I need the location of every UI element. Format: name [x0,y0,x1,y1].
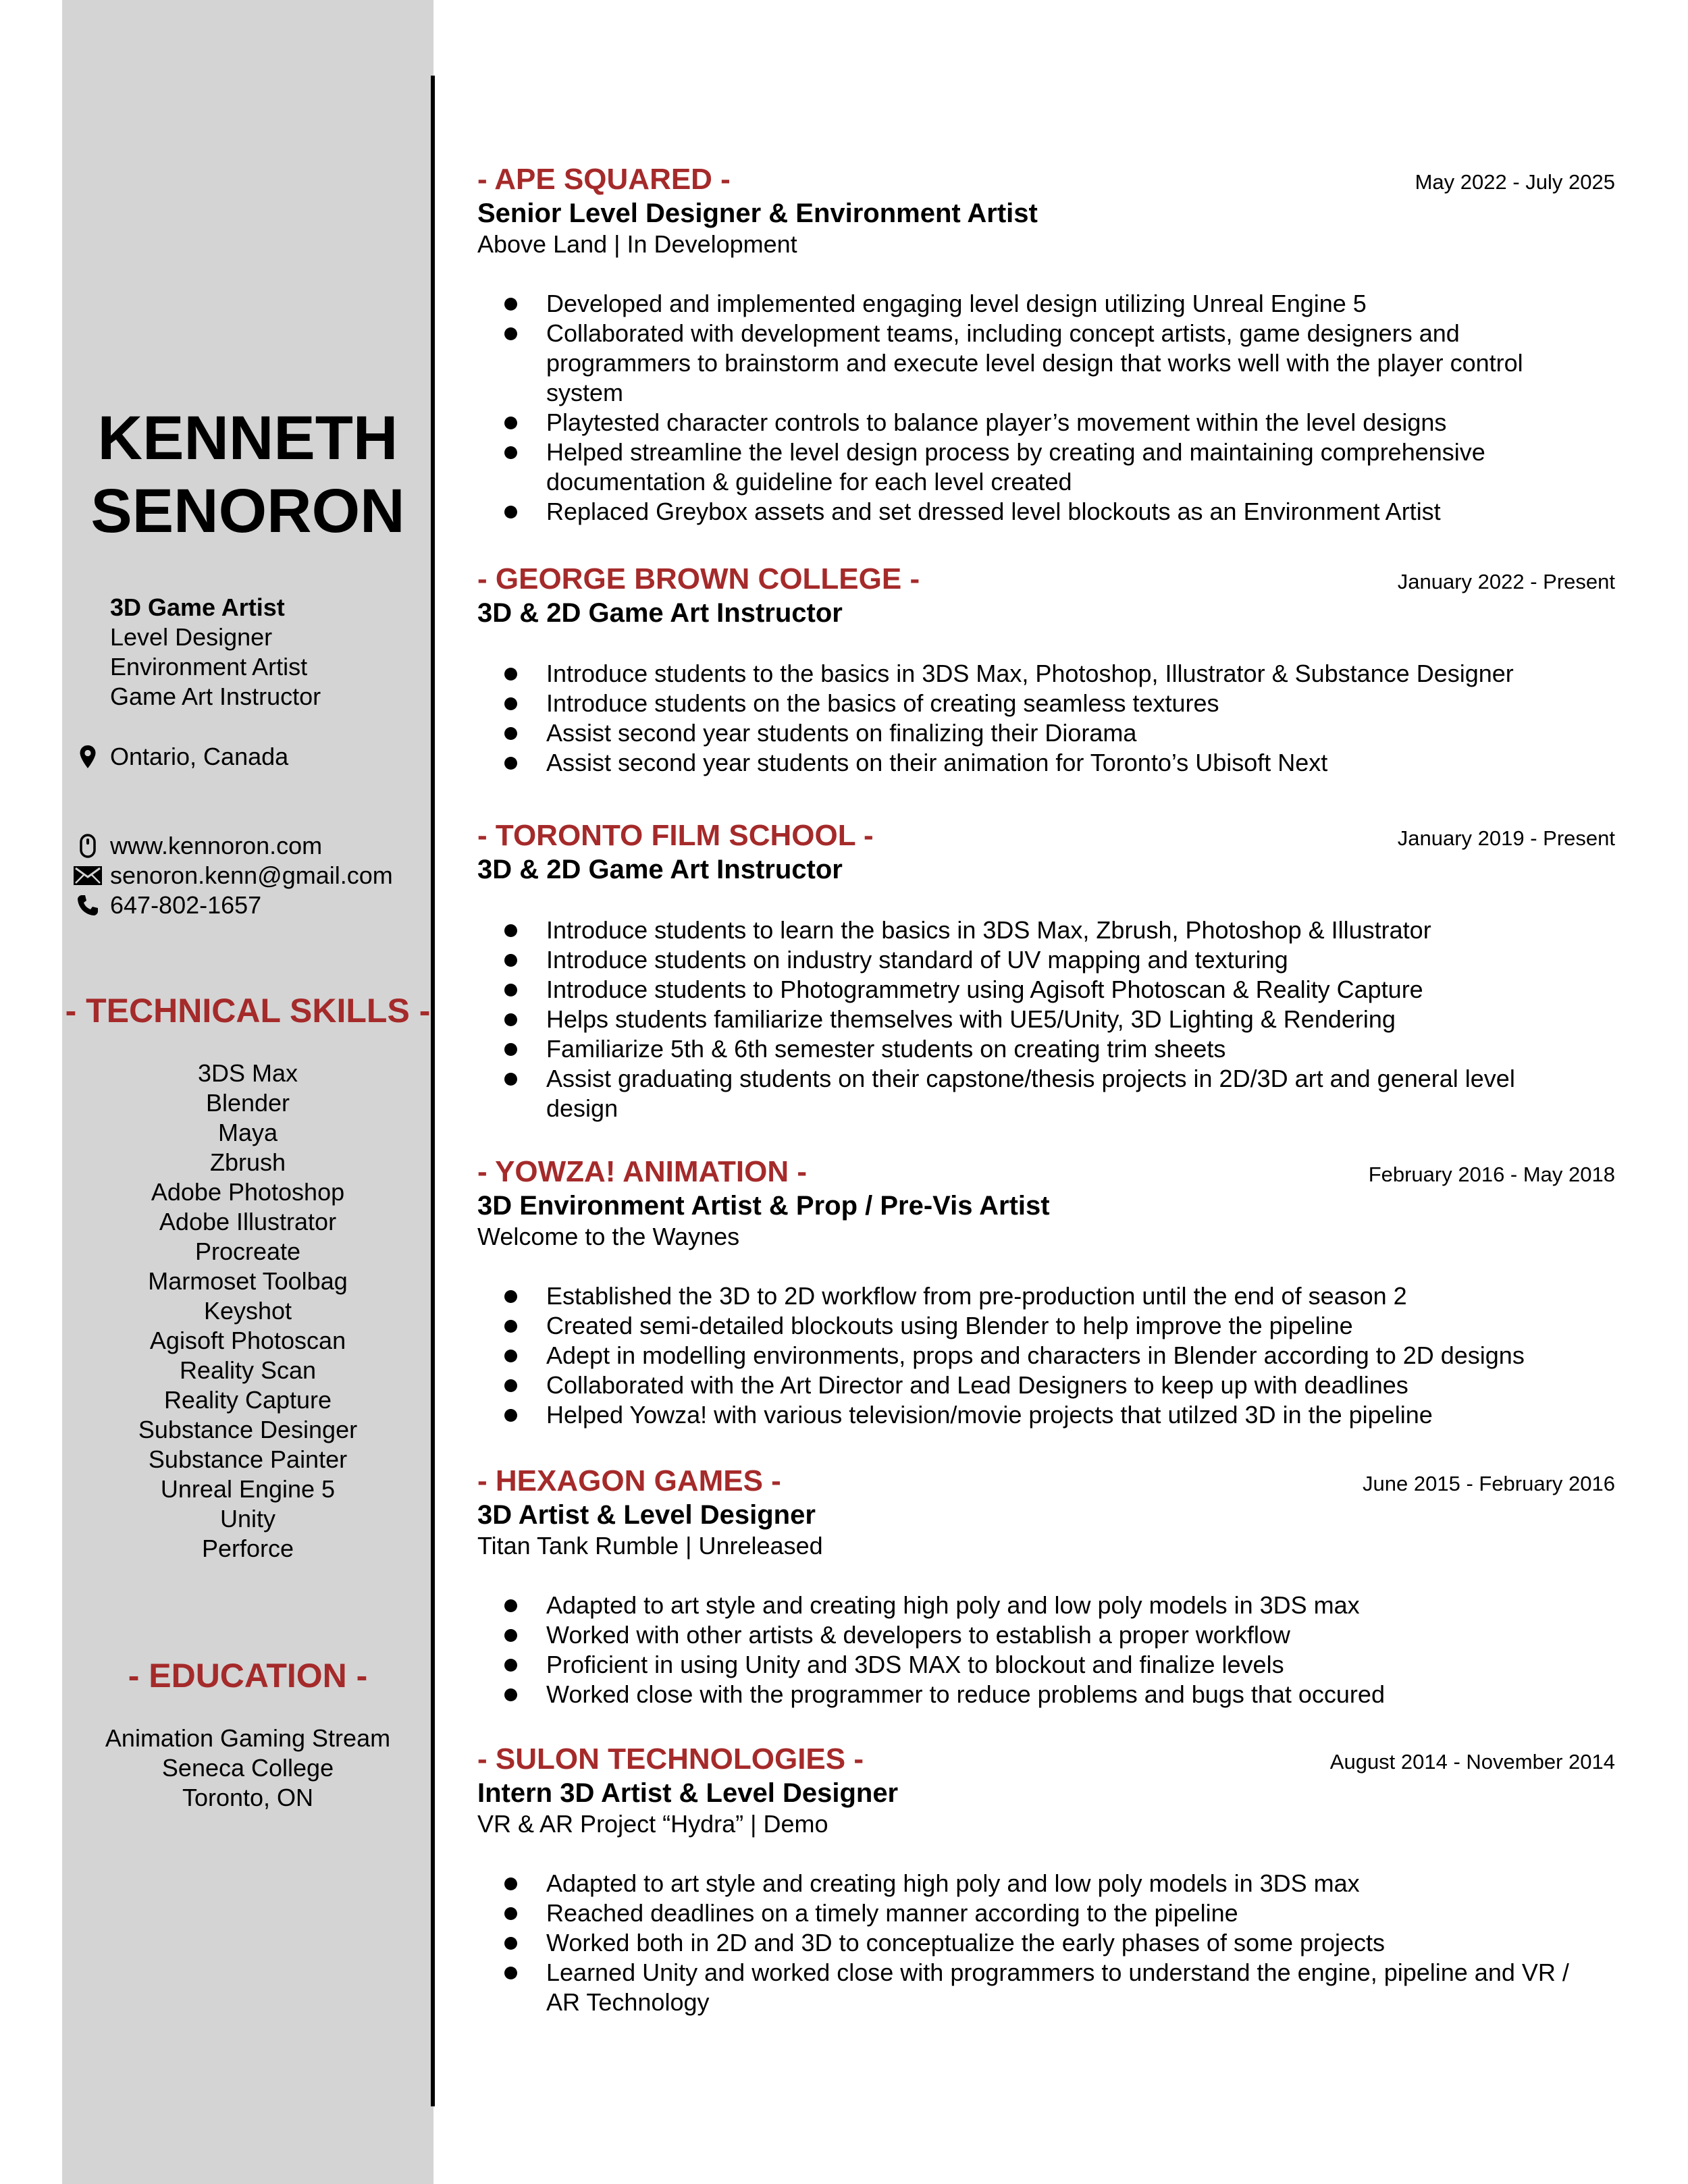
bullet-item: Created semi-detailed blockouts using Blender to help improve the pipeline [477,1311,1615,1341]
bullet-item: Proficient in using Unity and 3DS MAX to blockout and finalize levels [477,1650,1615,1680]
company-name: - SULON TECHNOLOGIES - [477,1742,864,1776]
job-title: 3D & 2D Game Art Instructor [477,855,843,884]
bullet-item: Established the 3D to 2D workflow from pre-production until the end of season 2 [477,1281,1615,1311]
skill-item: Substance Painter [148,1445,348,1473]
email-row [68,861,393,890]
role-item: Environment Artist [110,653,308,681]
bullet-item: Assist second year students on their animation for Toronto’s Ubisoft Next [477,748,1615,778]
envelope-icon [68,861,108,890]
skill-item: Reality Scan [179,1356,317,1384]
bullet-item: Adapted to art style and creating high poly and low poly models in 3DS max [477,1591,1615,1620]
job-project: Titan Tank Rumble | Unreleased [477,1532,823,1560]
skill-item: Maya [217,1119,278,1146]
bullet-item: Reached deadlines on a timely manner according to the pipeline [477,1898,1615,1928]
job-project: Welcome to the Waynes [477,1223,740,1250]
skill-item: Unreal Engine 5 [160,1475,336,1503]
roles-block [110,593,321,712]
job-title: Intern 3D Artist & Level Designer [477,1778,899,1808]
skill-item: Adobe Photoshop [151,1178,345,1206]
bullet-item: Learned Unity and worked close with programmers to understand the engine, pipeline and VR / AR Technology [477,1958,1615,2017]
phone-row [68,890,261,920]
job-title: 3D Artist & Level Designer [477,1500,816,1530]
job-project: VR & AR Project “Hydra” | Demo [477,1810,828,1838]
first-name: KENNETH [97,404,398,473]
bullet-item: Introduce students to Photogrammetry using Agisoft Photoscan & Reality Capture [477,975,1615,1005]
job-entry [477,818,1615,1123]
skill-item: Unity [219,1505,276,1533]
location-text: Ontario, Canada [110,743,289,770]
skill-item: 3DS Max [197,1059,298,1087]
skill-item: Substance Desinger [138,1416,358,1443]
job-dates: August 2014 - November 2014 [1329,1750,1615,1774]
skill-item: Agisoft Photoscan [149,1327,346,1354]
skill-item: Keyshot [203,1297,292,1325]
last-name: SENORON [90,477,405,545]
bullet-item: Collaborated with development teams, including concept artists, game designers and programmers to brainstorm and execute level design that works well with the player control system [477,319,1615,408]
education-school: Seneca College [161,1754,334,1782]
job-bullets [477,659,1615,778]
job-bullets [477,1281,1615,1430]
company-name: - TORONTO FILM SCHOOL - [477,819,874,852]
map-pin-icon [68,742,108,772]
job-entry [477,562,1615,778]
bullet-item: Adapted to art style and creating high poly and low poly models in 3DS max [477,1869,1615,1898]
education-location: Toronto, ON [182,1784,314,1811]
education-heading: - EDUCATION - [128,1657,368,1695]
education-program: Animation Gaming Stream [105,1724,391,1752]
job-bullets [477,289,1615,527]
bullet-item: Introduce students to learn the basics in 3DS Max, Zbrush, Photoshop & Illustrator [477,915,1615,945]
bullet-item: Helps students familiarize themselves with UE5/Unity, 3D Lighting & Rendering [477,1005,1615,1034]
job-dates: January 2019 - Present [1397,826,1615,850]
bullet-item: Replaced Greybox assets and set dressed level blockouts as an Environment Artist [477,497,1615,527]
bullet-item: Collaborated with the Art Director and Lead Designers to keep up with deadlines [477,1370,1615,1400]
job-dates: May 2022 - July 2025 [1415,170,1615,194]
job-bullets [477,1869,1615,2017]
bullet-item: Familiarize 5th & 6th semester students on creating trim sheets [477,1034,1615,1064]
job-entry [477,162,1615,527]
role-item: Game Art Instructor [110,683,321,710]
candidate-name [62,402,433,548]
education-list [62,1724,433,1813]
phone-icon [68,890,108,920]
job-dates: June 2015 - February 2016 [1363,1472,1615,1495]
bullet-item: Introduce students on industry standard of UV mapping and texturing [477,945,1615,975]
bullet-item: Helped Yowza! with various television/movie projects that utilzed 3D in the pipeline [477,1400,1615,1430]
bullet-item: Worked close with the programmer to reduce problems and bugs that occured [477,1680,1615,1709]
company-name: - YOWZA! ANIMATION - [477,1155,807,1188]
skill-item: Blender [205,1089,290,1117]
role-item: Level Designer [110,623,273,651]
job-dates: February 2016 - May 2018 [1368,1163,1615,1186]
skills-list [62,1059,433,1564]
skill-item: Reality Capture [163,1386,332,1414]
technical-skills-heading: - TECHNICAL SKILLS - [65,992,431,1030]
bullet-item: Helped streamline the level design process by creating and maintaining comprehensive documentation & guideline for each level created [477,437,1615,497]
bullet-item: Worked with other artists & developers to establish a proper workflow [477,1620,1615,1650]
job-dates: January 2022 - Present [1397,570,1615,593]
email-link[interactable]: senoron.kenn@gmail.com [110,861,393,889]
bullet-item: Assist second year students on finalizing their Diorama [477,718,1615,748]
job-entry [477,1154,1615,1430]
location-row [68,742,288,772]
primary-role: 3D Game Artist [110,593,285,621]
website-row [68,831,322,861]
skill-item: Marmoset Toolbag [148,1267,348,1295]
bullet-item: Assist graduating students on their capstone/thesis projects in 2D/3D art and general level design [477,1064,1615,1123]
website-link[interactable]: www.kennoron.com [110,832,323,859]
job-title: Senior Level Designer & Environment Artist [477,198,1038,228]
skill-item: Adobe Illustrator [159,1208,337,1235]
job-title: 3D Environment Artist & Prop / Pre-Vis Artist [477,1191,1050,1221]
bullet-item: Introduce students on the basics of creating seamless textures [477,689,1615,718]
job-title: 3D & 2D Game Art Instructor [477,598,843,628]
skill-item: Procreate [194,1237,301,1265]
job-entry [477,1464,1615,1709]
bullet-item: Developed and implemented engaging level design utilizing Unreal Engine 5 [477,289,1615,319]
company-name: - HEXAGON GAMES - [477,1464,781,1497]
job-bullets [477,1591,1615,1709]
bullet-item: Adept in modelling environments, props and characters in Blender according to 2D designs [477,1341,1615,1370]
skill-item: Perforce [201,1535,294,1562]
company-name: - GEORGE BROWN COLLEGE - [477,562,920,595]
bullet-item: Worked both in 2D and 3D to conceptualize the early phases of some projects [477,1928,1615,1958]
company-name: - APE SQUARED - [477,163,731,196]
job-bullets [477,915,1615,1123]
phone-text: 647-802-1657 [110,891,262,919]
mouse-icon [68,831,108,861]
job-project: Above Land | In Development [477,230,797,258]
bullet-item: Introduce students to the basics in 3DS Max, Photoshop, Illustrator & Substance Designer [477,659,1615,689]
skill-item: Zbrush [209,1148,286,1176]
bullet-item: Playtested character controls to balance player’s movement within the level designs [477,408,1615,437]
job-entry [477,1742,1615,2017]
